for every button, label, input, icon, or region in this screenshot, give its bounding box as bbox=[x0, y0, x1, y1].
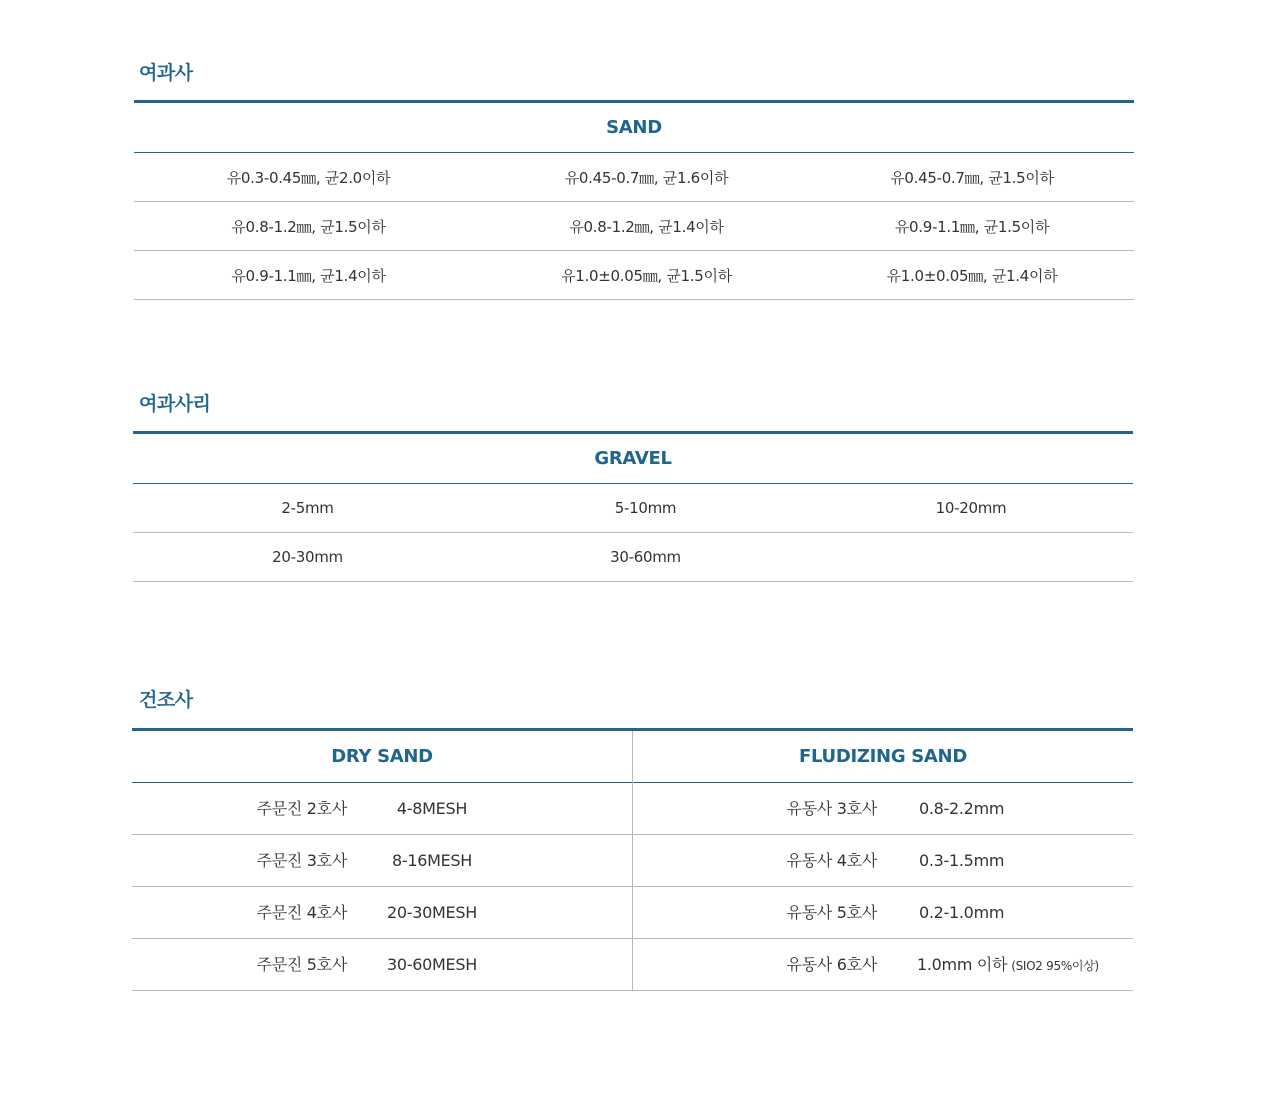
table-cell: 유0.45-0.7㎜, 균1.5이하 bbox=[890, 168, 1054, 187]
table-row bbox=[633, 939, 1133, 991]
table-row bbox=[633, 783, 1133, 835]
fludizing-sand-column bbox=[632, 731, 1133, 991]
table-row bbox=[134, 251, 1134, 300]
row-value: 0.2-1.0mm bbox=[919, 903, 1005, 922]
table-row bbox=[132, 887, 632, 939]
row-label: 유동사 4호사 bbox=[786, 851, 877, 870]
table-cell bbox=[809, 533, 1133, 581]
gravel-table bbox=[133, 431, 1133, 582]
row-label: 유동사 5호사 bbox=[786, 903, 877, 922]
table-cell: 유0.9-1.1㎜, 균1.5이하 bbox=[894, 217, 1050, 236]
row-value: 20-30MESH bbox=[387, 903, 477, 922]
table-cell: 20-30mm bbox=[272, 548, 343, 566]
row-label: 주문진 4호사 bbox=[256, 903, 347, 922]
table-row bbox=[132, 835, 632, 887]
gravel-table-header: GRAVEL bbox=[133, 434, 1133, 484]
table-row bbox=[633, 835, 1133, 887]
table-row bbox=[633, 887, 1133, 939]
row-label: 주문진 2호사 bbox=[256, 799, 347, 818]
table-cell: 5-10mm bbox=[614, 499, 677, 517]
gravel-section-title: 여과사리 bbox=[139, 393, 211, 415]
table-cell: 유0.8-1.2㎜, 균1.4이하 bbox=[569, 217, 724, 236]
sand-table-header: SAND bbox=[134, 103, 1134, 153]
row-value-text: 1.0mm 이하 bbox=[917, 955, 1008, 974]
table-row bbox=[134, 153, 1134, 202]
table-cell: 30-60mm bbox=[610, 548, 681, 566]
table-cell: 유1.0±0.05㎜, 균1.5이하 bbox=[561, 266, 732, 285]
row-label: 유동사 3호사 bbox=[786, 799, 877, 818]
table-row bbox=[133, 533, 1133, 582]
row-value: 0.8-2.2mm bbox=[919, 799, 1005, 818]
row-label: 주문진 5호사 bbox=[256, 955, 347, 974]
row-value: 0.3-1.5mm bbox=[919, 851, 1005, 870]
fludizing-sand-header: FLUDIZING SAND bbox=[633, 731, 1133, 783]
dry-section-title: 건조사 bbox=[139, 689, 193, 711]
table-cell: 10-20mm bbox=[935, 499, 1007, 517]
row-value: 8-16MESH bbox=[391, 851, 472, 870]
table-cell: 유0.3-0.45㎜, 균2.0이하 bbox=[226, 168, 391, 187]
row-value: 4-8MESH bbox=[396, 799, 468, 818]
table-cell: 유0.8-1.2㎜, 균1.5이하 bbox=[231, 217, 386, 236]
dry-table bbox=[132, 728, 1133, 991]
dry-sand-column bbox=[132, 731, 632, 991]
row-value bbox=[917, 939, 1099, 992]
row-value: 30-60MESH bbox=[387, 955, 477, 974]
table-row bbox=[132, 783, 632, 835]
table-row bbox=[134, 202, 1134, 251]
dry-sand-header: DRY SAND bbox=[132, 731, 632, 783]
sand-table bbox=[134, 100, 1134, 300]
row-label: 유동사 6호사 bbox=[786, 955, 877, 974]
row-value-note: (SIO2 95%이상) bbox=[1011, 959, 1099, 973]
table-cell: 유0.9-1.1㎜, 균1.4이하 bbox=[231, 266, 386, 285]
table-cell: 2-5mm bbox=[281, 499, 334, 517]
table-cell: 유0.45-0.7㎜, 균1.6이하 bbox=[564, 168, 729, 187]
row-label: 주문진 3호사 bbox=[256, 851, 347, 870]
table-cell: 유1.0±0.05㎜, 균1.4이하 bbox=[886, 266, 1058, 285]
table-row bbox=[133, 484, 1133, 533]
table-row bbox=[132, 939, 632, 991]
sand-section-title: 여과사 bbox=[139, 62, 193, 84]
